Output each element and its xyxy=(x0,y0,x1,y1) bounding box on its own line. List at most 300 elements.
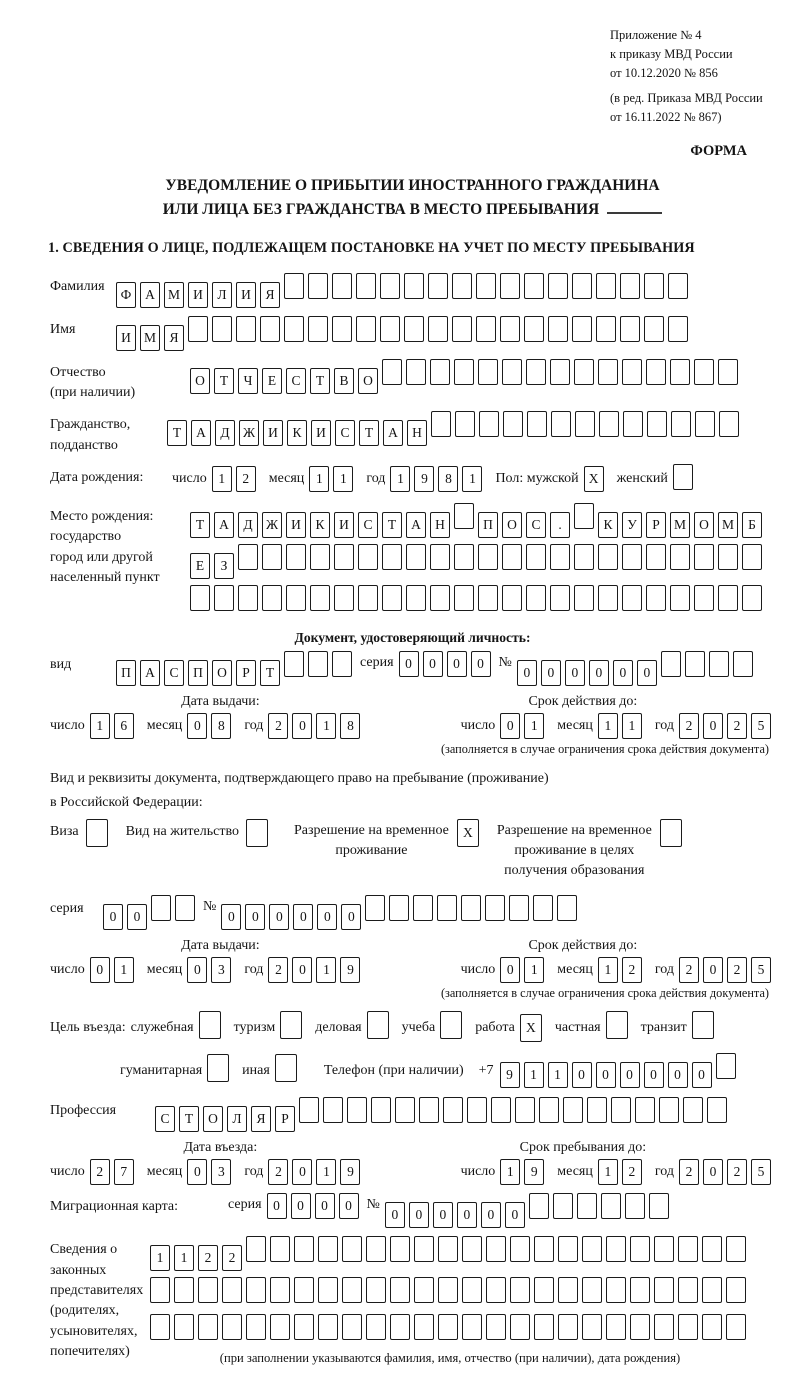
char-cell[interactable]: 0 xyxy=(447,651,467,677)
char-cell[interactable]: 2 xyxy=(90,1159,110,1185)
char-cell[interactable] xyxy=(414,1236,434,1262)
char-cell[interactable]: 1 xyxy=(390,466,410,492)
char-cell[interactable]: 0 xyxy=(481,1202,501,1228)
char-cell[interactable] xyxy=(533,895,553,921)
char-cell[interactable] xyxy=(670,359,690,385)
char-cell[interactable]: 0 xyxy=(399,651,419,677)
char-cell[interactable] xyxy=(620,273,640,299)
char-cell[interactable]: Я xyxy=(164,325,184,351)
char-cell[interactable] xyxy=(476,316,496,342)
char-cell[interactable] xyxy=(238,585,258,611)
char-cell[interactable]: Д xyxy=(238,512,258,538)
char-cell[interactable] xyxy=(623,411,643,437)
char-cell[interactable] xyxy=(534,1277,554,1303)
char-cell[interactable] xyxy=(678,1277,698,1303)
char-cell[interactable] xyxy=(500,316,520,342)
char-cell[interactable]: Ч xyxy=(238,368,258,394)
char-cell[interactable] xyxy=(414,1277,434,1303)
char-cell[interactable]: И xyxy=(286,512,306,538)
char-cell[interactable]: 0 xyxy=(127,904,147,930)
char-cell[interactable] xyxy=(318,1236,338,1262)
char-cell[interactable] xyxy=(742,544,762,570)
char-cell[interactable]: А xyxy=(214,512,234,538)
char-cell[interactable] xyxy=(443,1097,463,1123)
char-cell[interactable] xyxy=(510,1236,530,1262)
char-cell[interactable]: З xyxy=(214,553,234,579)
char-cell[interactable] xyxy=(356,316,376,342)
char-cell[interactable] xyxy=(390,1314,410,1340)
char-cell[interactable] xyxy=(683,1097,703,1123)
char-cell[interactable] xyxy=(332,273,352,299)
char-cell[interactable] xyxy=(428,316,448,342)
char-cell[interactable] xyxy=(694,544,714,570)
char-cell[interactable]: Н xyxy=(407,420,427,446)
char-cell[interactable] xyxy=(462,1236,482,1262)
char-cell[interactable] xyxy=(270,1314,290,1340)
char-cell[interactable]: А xyxy=(383,420,403,446)
char-cell[interactable] xyxy=(670,544,690,570)
char-cell[interactable] xyxy=(414,1314,434,1340)
char-cell[interactable]: 0 xyxy=(433,1202,453,1228)
char-cell[interactable] xyxy=(574,585,594,611)
char-cell[interactable] xyxy=(575,411,595,437)
char-cell[interactable]: 1 xyxy=(90,713,110,739)
char-cell[interactable] xyxy=(222,1277,242,1303)
char-cell[interactable]: 0 xyxy=(565,660,585,686)
char-cell[interactable] xyxy=(558,1277,578,1303)
char-cell[interactable] xyxy=(462,1277,482,1303)
char-cell[interactable] xyxy=(342,1236,362,1262)
char-cell[interactable]: Д xyxy=(215,420,235,446)
char-cell[interactable] xyxy=(334,544,354,570)
char-cell[interactable] xyxy=(606,1011,628,1039)
char-cell[interactable]: 0 xyxy=(103,904,123,930)
char-cell[interactable] xyxy=(356,273,376,299)
char-cell[interactable]: 9 xyxy=(340,957,360,983)
char-cell[interactable] xyxy=(380,273,400,299)
char-cell[interactable] xyxy=(548,273,568,299)
char-cell[interactable] xyxy=(694,359,714,385)
char-cell[interactable] xyxy=(702,1314,722,1340)
char-cell[interactable] xyxy=(596,316,616,342)
char-cell[interactable] xyxy=(702,1236,722,1262)
char-cell[interactable] xyxy=(534,1314,554,1340)
char-cell[interactable] xyxy=(574,359,594,385)
char-cell[interactable]: 2 xyxy=(679,713,699,739)
char-cell[interactable]: 0 xyxy=(644,1062,664,1088)
char-cell[interactable] xyxy=(526,359,546,385)
char-cell[interactable]: Ж xyxy=(262,512,282,538)
char-cell[interactable]: 0 xyxy=(292,957,312,983)
char-cell[interactable]: 2 xyxy=(727,1159,747,1185)
char-cell[interactable] xyxy=(438,1236,458,1262)
char-cell[interactable] xyxy=(572,316,592,342)
char-cell[interactable]: 0 xyxy=(315,1193,335,1219)
char-cell[interactable]: 0 xyxy=(613,660,633,686)
char-cell[interactable] xyxy=(389,895,409,921)
char-cell[interactable] xyxy=(382,585,402,611)
char-cell[interactable]: 0 xyxy=(385,1202,405,1228)
char-cell[interactable]: О xyxy=(694,512,714,538)
char-cell[interactable]: Т xyxy=(190,512,210,538)
char-cell[interactable]: 0 xyxy=(471,651,491,677)
char-cell[interactable] xyxy=(668,316,688,342)
char-cell[interactable] xyxy=(246,819,268,847)
char-cell[interactable]: К xyxy=(598,512,618,538)
char-cell[interactable]: 2 xyxy=(268,713,288,739)
char-cell[interactable] xyxy=(452,273,472,299)
char-cell[interactable]: М xyxy=(718,512,738,538)
char-cell[interactable]: К xyxy=(287,420,307,446)
char-cell[interactable] xyxy=(413,895,433,921)
char-cell[interactable]: 0 xyxy=(423,651,443,677)
char-cell[interactable] xyxy=(557,895,577,921)
char-cell[interactable]: . xyxy=(550,512,570,538)
char-cell[interactable] xyxy=(284,273,304,299)
char-cell[interactable] xyxy=(509,895,529,921)
char-cell[interactable]: 0 xyxy=(500,957,520,983)
char-cell[interactable] xyxy=(630,1314,650,1340)
char-cell[interactable]: 0 xyxy=(589,660,609,686)
char-cell[interactable]: 1 xyxy=(500,1159,520,1185)
char-cell[interactable]: У xyxy=(622,512,642,538)
char-cell[interactable]: 5 xyxy=(751,957,771,983)
char-cell[interactable] xyxy=(661,651,681,677)
char-cell[interactable] xyxy=(503,411,523,437)
char-cell[interactable]: И xyxy=(311,420,331,446)
char-cell[interactable]: 2 xyxy=(727,713,747,739)
char-cell[interactable] xyxy=(622,359,642,385)
char-cell[interactable] xyxy=(582,1236,602,1262)
char-cell[interactable] xyxy=(647,411,667,437)
char-cell[interactable]: О xyxy=(358,368,378,394)
char-cell[interactable] xyxy=(551,411,571,437)
char-cell[interactable] xyxy=(358,544,378,570)
char-cell[interactable] xyxy=(382,544,402,570)
char-cell[interactable]: 0 xyxy=(269,904,289,930)
char-cell[interactable] xyxy=(430,585,450,611)
char-cell[interactable]: Р xyxy=(236,660,256,686)
char-cell[interactable] xyxy=(587,1097,607,1123)
char-cell[interactable]: Р xyxy=(646,512,666,538)
char-cell[interactable] xyxy=(726,1277,746,1303)
char-cell[interactable] xyxy=(380,316,400,342)
char-cell[interactable]: О xyxy=(502,512,522,538)
char-cell[interactable] xyxy=(461,895,481,921)
char-cell[interactable] xyxy=(323,1097,343,1123)
char-cell[interactable]: 0 xyxy=(187,957,207,983)
char-cell[interactable] xyxy=(668,273,688,299)
char-cell[interactable]: 0 xyxy=(267,1193,287,1219)
char-cell[interactable]: 2 xyxy=(268,1159,288,1185)
char-cell[interactable]: 1 xyxy=(114,957,134,983)
char-cell[interactable] xyxy=(454,585,474,611)
char-cell[interactable]: И xyxy=(116,325,136,351)
char-cell[interactable] xyxy=(294,1277,314,1303)
char-cell[interactable] xyxy=(188,316,208,342)
char-cell[interactable] xyxy=(486,1277,506,1303)
char-cell[interactable] xyxy=(207,1054,229,1082)
char-cell[interactable] xyxy=(358,585,378,611)
char-cell[interactable]: А xyxy=(191,420,211,446)
char-cell[interactable] xyxy=(572,273,592,299)
char-cell[interactable] xyxy=(260,316,280,342)
char-cell[interactable]: Б xyxy=(742,512,762,538)
char-cell[interactable]: И xyxy=(236,282,256,308)
char-cell[interactable]: Т xyxy=(260,660,280,686)
char-cell[interactable]: 9 xyxy=(414,466,434,492)
char-cell[interactable]: С xyxy=(335,420,355,446)
char-cell[interactable]: 9 xyxy=(500,1062,520,1088)
char-cell[interactable]: М xyxy=(140,325,160,351)
char-cell[interactable] xyxy=(486,1314,506,1340)
char-cell[interactable]: П xyxy=(478,512,498,538)
blank-underline[interactable] xyxy=(607,198,662,214)
char-cell[interactable]: Л xyxy=(212,282,232,308)
char-cell[interactable]: Ф xyxy=(116,282,136,308)
char-cell[interactable]: 1 xyxy=(212,466,232,492)
char-cell[interactable] xyxy=(644,273,664,299)
char-cell[interactable] xyxy=(430,359,450,385)
char-cell[interactable]: 2 xyxy=(622,1159,642,1185)
char-cell[interactable] xyxy=(630,1236,650,1262)
char-cell[interactable] xyxy=(733,651,753,677)
char-cell[interactable] xyxy=(718,359,738,385)
char-cell[interactable] xyxy=(646,359,666,385)
char-cell[interactable] xyxy=(599,411,619,437)
char-cell[interactable]: 0 xyxy=(620,1062,640,1088)
char-cell[interactable]: Т xyxy=(359,420,379,446)
char-cell[interactable] xyxy=(670,585,690,611)
char-cell[interactable]: 1 xyxy=(524,1062,544,1088)
char-cell[interactable] xyxy=(308,651,328,677)
char-cell[interactable] xyxy=(550,359,570,385)
char-cell[interactable] xyxy=(718,544,738,570)
char-cell[interactable]: С xyxy=(358,512,378,538)
char-cell[interactable]: Е xyxy=(190,553,210,579)
char-cell[interactable] xyxy=(673,464,693,490)
char-cell[interactable] xyxy=(707,1097,727,1123)
char-cell[interactable] xyxy=(366,1277,386,1303)
char-cell[interactable] xyxy=(654,1236,674,1262)
char-cell[interactable] xyxy=(419,1097,439,1123)
char-cell[interactable] xyxy=(222,1314,242,1340)
char-cell[interactable] xyxy=(479,411,499,437)
char-cell[interactable]: 0 xyxy=(517,660,537,686)
char-cell[interactable]: 3 xyxy=(211,1159,231,1185)
char-cell[interactable] xyxy=(86,819,108,847)
char-cell[interactable] xyxy=(284,651,304,677)
char-cell[interactable]: 1 xyxy=(622,713,642,739)
char-cell[interactable] xyxy=(286,544,306,570)
char-cell[interactable]: 0 xyxy=(703,713,723,739)
char-cell[interactable]: Т xyxy=(214,368,234,394)
char-cell[interactable] xyxy=(660,819,682,847)
char-cell[interactable] xyxy=(524,273,544,299)
char-cell[interactable] xyxy=(367,1011,389,1039)
char-cell[interactable] xyxy=(190,585,210,611)
char-cell[interactable] xyxy=(174,1277,194,1303)
char-cell[interactable]: 0 xyxy=(317,904,337,930)
char-cell[interactable] xyxy=(334,585,354,611)
char-cell[interactable] xyxy=(406,544,426,570)
char-cell[interactable]: 0 xyxy=(339,1193,359,1219)
char-cell[interactable]: 0 xyxy=(292,713,312,739)
char-cell[interactable] xyxy=(454,544,474,570)
char-cell[interactable] xyxy=(198,1314,218,1340)
char-cell[interactable]: 0 xyxy=(572,1062,592,1088)
char-cell[interactable] xyxy=(709,651,729,677)
char-cell[interactable]: Р xyxy=(275,1106,295,1132)
char-cell[interactable] xyxy=(280,1011,302,1039)
char-cell[interactable]: 0 xyxy=(541,660,561,686)
char-cell[interactable]: 0 xyxy=(187,1159,207,1185)
char-cell[interactable]: Т xyxy=(179,1106,199,1132)
char-cell[interactable]: 0 xyxy=(457,1202,477,1228)
char-cell[interactable] xyxy=(286,585,306,611)
char-cell[interactable] xyxy=(527,411,547,437)
char-cell[interactable]: 1 xyxy=(462,466,482,492)
char-cell[interactable]: К xyxy=(310,512,330,538)
char-cell[interactable] xyxy=(582,1314,602,1340)
char-cell[interactable]: 7 xyxy=(114,1159,134,1185)
char-cell[interactable]: С xyxy=(286,368,306,394)
char-cell[interactable]: 0 xyxy=(703,1159,723,1185)
char-cell[interactable] xyxy=(174,1314,194,1340)
char-cell[interactable] xyxy=(574,503,594,529)
char-cell[interactable]: 2 xyxy=(622,957,642,983)
char-cell[interactable] xyxy=(455,411,475,437)
char-cell[interactable] xyxy=(644,316,664,342)
char-cell[interactable] xyxy=(622,585,642,611)
char-cell[interactable]: А xyxy=(406,512,426,538)
char-cell[interactable]: 2 xyxy=(679,1159,699,1185)
char-cell[interactable]: X xyxy=(520,1014,542,1042)
char-cell[interactable]: М xyxy=(164,282,184,308)
char-cell[interactable]: 1 xyxy=(316,1159,336,1185)
char-cell[interactable]: 1 xyxy=(524,957,544,983)
char-cell[interactable]: 0 xyxy=(187,713,207,739)
char-cell[interactable]: 2 xyxy=(222,1245,242,1271)
char-cell[interactable] xyxy=(574,544,594,570)
char-cell[interactable] xyxy=(236,316,256,342)
char-cell[interactable] xyxy=(275,1054,297,1082)
char-cell[interactable] xyxy=(246,1314,266,1340)
char-cell[interactable] xyxy=(539,1097,559,1123)
char-cell[interactable] xyxy=(625,1193,645,1219)
char-cell[interactable] xyxy=(382,359,402,385)
char-cell[interactable] xyxy=(596,273,616,299)
char-cell[interactable]: 1 xyxy=(333,466,353,492)
char-cell[interactable]: О xyxy=(203,1106,223,1132)
char-cell[interactable]: П xyxy=(188,660,208,686)
char-cell[interactable] xyxy=(462,1314,482,1340)
char-cell[interactable] xyxy=(716,1053,736,1079)
char-cell[interactable]: 1 xyxy=(309,466,329,492)
char-cell[interactable] xyxy=(318,1277,338,1303)
char-cell[interactable] xyxy=(726,1314,746,1340)
char-cell[interactable] xyxy=(702,1277,722,1303)
char-cell[interactable] xyxy=(491,1097,511,1123)
char-cell[interactable] xyxy=(310,585,330,611)
char-cell[interactable] xyxy=(526,544,546,570)
char-cell[interactable] xyxy=(437,895,457,921)
char-cell[interactable]: 1 xyxy=(524,713,544,739)
char-cell[interactable] xyxy=(284,316,304,342)
char-cell[interactable] xyxy=(366,1236,386,1262)
char-cell[interactable]: С xyxy=(155,1106,175,1132)
char-cell[interactable]: 8 xyxy=(211,713,231,739)
char-cell[interactable]: Я xyxy=(251,1106,271,1132)
char-cell[interactable] xyxy=(601,1193,621,1219)
char-cell[interactable] xyxy=(515,1097,535,1123)
char-cell[interactable] xyxy=(467,1097,487,1123)
char-cell[interactable] xyxy=(659,1097,679,1123)
char-cell[interactable]: И xyxy=(334,512,354,538)
char-cell[interactable] xyxy=(294,1236,314,1262)
char-cell[interactable] xyxy=(406,359,426,385)
char-cell[interactable] xyxy=(694,585,714,611)
char-cell[interactable] xyxy=(299,1097,319,1123)
char-cell[interactable]: 0 xyxy=(668,1062,688,1088)
char-cell[interactable]: 9 xyxy=(340,1159,360,1185)
char-cell[interactable]: 0 xyxy=(292,1159,312,1185)
char-cell[interactable]: 0 xyxy=(505,1202,525,1228)
char-cell[interactable] xyxy=(485,895,505,921)
char-cell[interactable] xyxy=(553,1193,573,1219)
char-cell[interactable] xyxy=(654,1314,674,1340)
char-cell[interactable] xyxy=(438,1277,458,1303)
char-cell[interactable] xyxy=(726,1236,746,1262)
char-cell[interactable] xyxy=(510,1277,530,1303)
char-cell[interactable] xyxy=(550,585,570,611)
char-cell[interactable] xyxy=(198,1277,218,1303)
char-cell[interactable]: В xyxy=(334,368,354,394)
char-cell[interactable] xyxy=(502,544,522,570)
char-cell[interactable]: Е xyxy=(262,368,282,394)
char-cell[interactable]: 1 xyxy=(598,957,618,983)
char-cell[interactable] xyxy=(685,651,705,677)
char-cell[interactable] xyxy=(318,1314,338,1340)
char-cell[interactable] xyxy=(452,316,472,342)
char-cell[interactable]: 2 xyxy=(236,466,256,492)
char-cell[interactable] xyxy=(548,316,568,342)
char-cell[interactable] xyxy=(310,544,330,570)
char-cell[interactable] xyxy=(563,1097,583,1123)
char-cell[interactable] xyxy=(611,1097,631,1123)
char-cell[interactable] xyxy=(502,359,522,385)
char-cell[interactable]: И xyxy=(263,420,283,446)
char-cell[interactable] xyxy=(332,316,352,342)
char-cell[interactable] xyxy=(646,585,666,611)
char-cell[interactable]: Ж xyxy=(239,420,259,446)
char-cell[interactable]: 1 xyxy=(548,1062,568,1088)
char-cell[interactable] xyxy=(175,895,195,921)
char-cell[interactable]: А xyxy=(140,660,160,686)
char-cell[interactable] xyxy=(678,1314,698,1340)
char-cell[interactable] xyxy=(347,1097,367,1123)
char-cell[interactable]: 1 xyxy=(316,957,336,983)
char-cell[interactable] xyxy=(404,273,424,299)
char-cell[interactable]: 2 xyxy=(198,1245,218,1271)
char-cell[interactable] xyxy=(649,1193,669,1219)
char-cell[interactable]: 0 xyxy=(221,904,241,930)
char-cell[interactable]: Т xyxy=(310,368,330,394)
char-cell[interactable] xyxy=(246,1277,266,1303)
char-cell[interactable] xyxy=(719,411,739,437)
char-cell[interactable] xyxy=(390,1236,410,1262)
char-cell[interactable] xyxy=(395,1097,415,1123)
